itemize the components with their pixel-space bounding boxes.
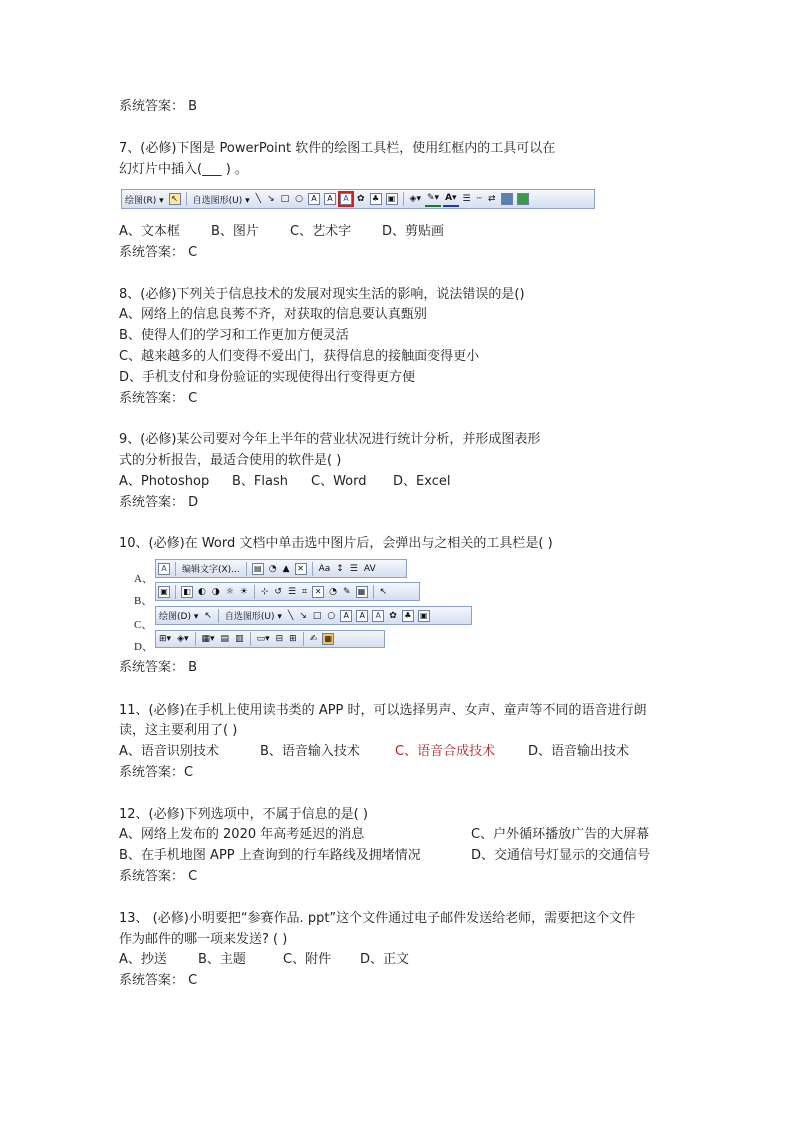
autoshapes-menu: 自选图形(U) ▾ — [192, 195, 250, 206]
q9-option-b: B、Flash — [232, 474, 288, 489]
q11-option-a: A、语音识别技术 — [119, 744, 219, 759]
q8-answer: 系统答案： C — [119, 391, 198, 406]
pointer-icon: ↖ — [379, 586, 388, 597]
fill-color-icon: ◈▾ — [409, 194, 421, 204]
q12-option-b: B、在手机地图 APP 上查询到的行车路线及拥堵情况 — [119, 848, 421, 863]
shadow-icon — [501, 193, 513, 205]
q13-option-d: D、正文 — [360, 952, 410, 967]
more-contrast-icon: ◐ — [198, 586, 206, 597]
distribute-rows-icon: ⊟ — [275, 634, 284, 644]
draw-menu: 绘图(D) ▾ — [159, 612, 199, 622]
q9-option-d: D、Excel — [393, 474, 451, 489]
gallery-icon: ▤ — [252, 563, 264, 575]
insert-picture-icon: ▣ — [158, 586, 170, 598]
border-icon: ⊞▾ — [159, 634, 172, 644]
line-color-icon: ✎▾ — [425, 191, 441, 207]
q7-stem-line2: 幻灯片中插入(___ ) 。 — [119, 162, 248, 177]
q13-stem-line2: 作为邮件的哪一项来发送? ( ) — [119, 932, 288, 947]
color-icon: ◧ — [181, 586, 193, 598]
textbox-icon: A — [340, 610, 352, 622]
q10-label-d: D、 — [134, 641, 153, 653]
q6-answer: 系统答案： B — [119, 99, 198, 114]
reset-picture-icon: ▦ — [356, 586, 368, 598]
split-cells-icon: ▥ — [235, 634, 244, 644]
q13-option-a: A、抄送 — [119, 952, 167, 967]
align-cells-icon: ▭▾ — [256, 634, 270, 644]
merge-cells-icon: ▤ — [220, 634, 230, 644]
table-style-icon: ▦ — [322, 633, 334, 645]
line-style-icon: ☰ — [462, 194, 471, 204]
q7-option-c: C、艺术字 — [290, 224, 352, 239]
q10-label-c: C、 — [134, 619, 153, 631]
q9-stem-line1: 9、(必修)某公司要对今年上半年的营业状况进行统计分析，并形成图表形 — [119, 432, 541, 447]
distribute-columns-icon: ⊞ — [289, 634, 297, 644]
format-wordart-icon: ◔ — [268, 563, 277, 574]
q12-option-a: A、网络上发布的 2020 年高考延迟的消息 — [119, 827, 365, 842]
line-icon: ╲ — [255, 194, 262, 204]
q9-answer: 系统答案： D — [119, 495, 199, 510]
q7-stem-line1: 7、(必修)下图是 PowerPoint 软件的绘图工具栏，使用红框内的工具可以在 — [119, 141, 556, 156]
q11-stem-line2: 读，这主要利用了( ) — [119, 723, 238, 738]
clipart-icon: ♣ — [402, 610, 414, 622]
q12-stem: 12、(必修)下列选项中，不属于信息的是( ) — [119, 807, 368, 822]
textbox-icon: A — [308, 193, 320, 205]
q8-option-d: D、手机支付和身份验证的实现使得出行变得更方便 — [119, 370, 416, 385]
q13-option-b: B、主题 — [198, 952, 246, 967]
insert-table-icon: ▦▾ — [201, 634, 215, 644]
wordart-icon: A — [372, 610, 384, 622]
align-icon: ☰ — [349, 563, 358, 574]
q8-option-c: C、越来越多的人们变得不爱出门，获得信息的接触面变得更小 — [119, 349, 480, 364]
line-icon: ╲ — [287, 610, 294, 621]
font-color-icon: A▾ — [443, 191, 458, 207]
less-brightness-icon: ☀ — [239, 586, 248, 597]
q7-option-b: B、图片 — [211, 224, 259, 239]
format-picture-icon: ◔ — [329, 586, 337, 597]
q7-option-a: A、文本框 — [119, 224, 180, 239]
autoformat-icon: ✍ — [309, 634, 318, 644]
picture-icon: ▣ — [418, 610, 430, 622]
draw-menu: 绘图(R) ▾ — [125, 195, 164, 206]
word-drawing-toolbar — [155, 606, 472, 625]
more-brightness-icon: ☼ — [225, 586, 234, 597]
wordart-icon: A — [340, 193, 352, 205]
q13-answer: 系统答案： C — [119, 973, 198, 988]
3d-icon — [517, 193, 529, 205]
q10-answer: 系统答案： B — [119, 660, 198, 675]
tables-borders-toolbar — [155, 630, 385, 648]
wordart-shape-icon: ▲ — [282, 563, 290, 574]
text-wrap-icon: ✕ — [312, 586, 324, 598]
q7-option-d: D、剪贴画 — [382, 224, 445, 239]
diagram-icon: ✿ — [357, 194, 365, 204]
text-wrap-icon: ✕ — [295, 563, 307, 575]
vertical-textbox-icon: A — [324, 193, 336, 205]
shading-icon: ◈▾ — [177, 634, 189, 644]
arrow-icon: ↘ — [299, 610, 307, 621]
ppt-drawing-toolbar — [121, 189, 595, 209]
picture-toolbar — [155, 582, 420, 601]
compress-icon: ⌗ — [302, 586, 308, 597]
arrow-style-icon: ⇄ — [488, 194, 496, 204]
edit-text-button: 编辑文字(X)... — [182, 565, 240, 575]
arrow-icon: ↘ — [267, 194, 275, 204]
pointer-icon: ↖ — [204, 610, 212, 621]
clipart-icon: ♣ — [370, 193, 382, 205]
q8-stem: 8、(必修)下列关于信息技术的发展对现实生活的影响，说法错误的是() — [119, 287, 525, 302]
pointer-icon: ↖ — [169, 193, 181, 205]
less-contrast-icon: ◑ — [211, 586, 220, 597]
picture-icon: ▣ — [386, 193, 398, 205]
q12-answer: 系统答案： C — [119, 869, 198, 884]
q13-stem-line1: 13、 (必修)小明要把“参赛作品. ppt”这个文件通过电子邮件发送给老师，需要把这个文件 — [119, 911, 636, 926]
q12-option-d: D、交通信号灯显示的交通信号 — [471, 848, 651, 863]
q7-answer: 系统答案： C — [119, 245, 198, 260]
q9-option-a: A、Photoshop — [119, 474, 210, 489]
char-spacing-icon: AV — [363, 563, 376, 574]
rotate-icon: ↺ — [274, 586, 282, 597]
q11-stem-line1: 11、(必修)在手机上使用读书类的 APP 时，可以选择男声、女声、童声等不同的语音进行朗 — [119, 703, 647, 718]
crop-icon: ⊹ — [260, 586, 269, 597]
q11-option-b: B、语音输入技术 — [260, 744, 360, 759]
oval-icon: ○ — [295, 194, 303, 204]
q8-option-b: B、使得人们的学习和工作更加方便灵活 — [119, 328, 349, 343]
wordart-icon: A — [158, 563, 170, 575]
diagram-icon: ✿ — [389, 610, 397, 621]
autoshapes-menu: 自选图形(U) ▾ — [224, 612, 282, 622]
rectangle-icon: □ — [280, 194, 290, 204]
q8-option-a: A、网络上的信息良莠不齐，对获取的信息要认真甄别 — [119, 307, 427, 322]
oval-icon: ○ — [327, 610, 336, 621]
rectangle-icon: □ — [312, 610, 322, 621]
vertical-text-icon: ↕ — [336, 563, 344, 574]
q9-option-c: C、Word — [311, 474, 367, 489]
q12-option-c: C、户外循环播放广告的大屏幕 — [471, 827, 650, 842]
dash-style-icon: ┄ — [476, 194, 483, 204]
wordart-toolbar — [155, 559, 407, 578]
q10-label-b: B、 — [134, 595, 153, 607]
q11-answer: 系统答案：C — [119, 765, 194, 780]
q11-option-d: D、语音输出技术 — [528, 744, 630, 759]
same-height-icon: Aa — [318, 563, 331, 574]
q10-stem: 10、(必修)在 Word 文档中单击选中图片后，会弹出与之相关的工具栏是( ) — [119, 536, 553, 551]
vertical-textbox-icon: A — [356, 610, 368, 622]
q11-option-c: C、语音合成技术 — [395, 744, 496, 759]
transparent-color-icon: ✎ — [342, 586, 351, 597]
line-style-icon: ☰ — [287, 586, 297, 597]
q10-label-a: A、 — [134, 573, 153, 585]
q9-stem-line2: 式的分析报告，最适合使用的软件是( ) — [119, 453, 342, 468]
q13-option-c: C、附件 — [283, 952, 332, 967]
